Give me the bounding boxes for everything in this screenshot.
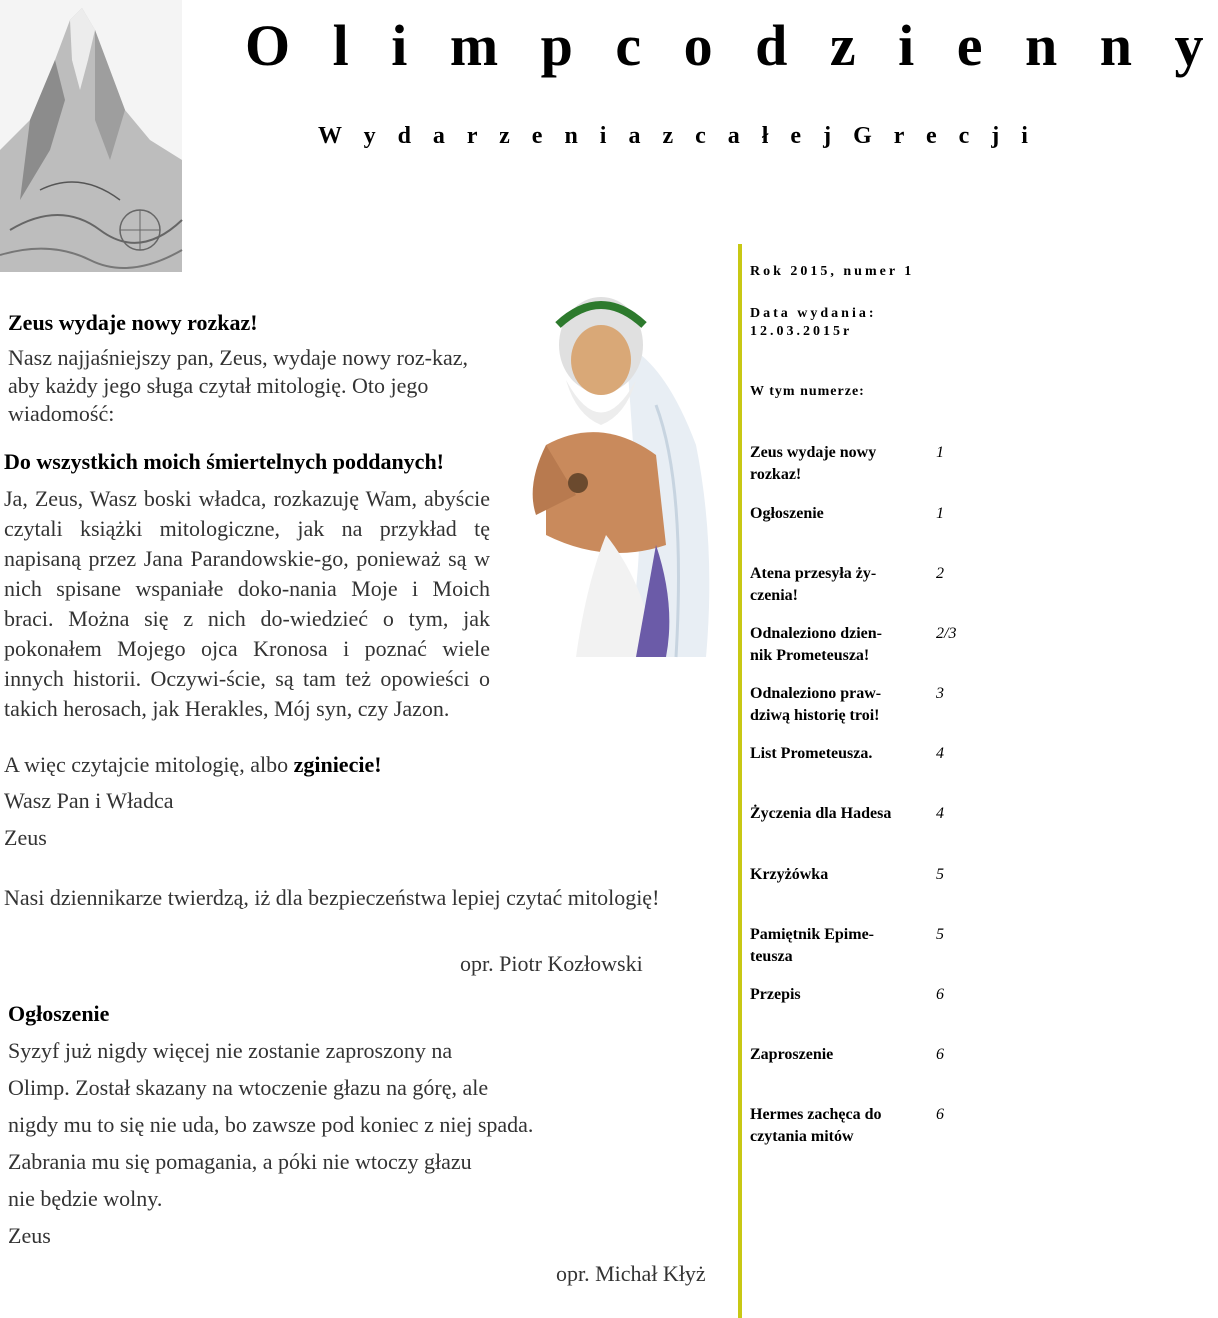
olympus-mountain-illustration (0, 0, 182, 272)
toc-item-page: 2/3 (936, 625, 957, 642)
zeus-illustration (506, 285, 734, 657)
announcement-line: nie będzie wolny. (8, 1186, 163, 1211)
announcement-line: Syzyf już nigdy więcej nie zostanie zaproszony na (8, 1038, 453, 1063)
newspaper-title: O l i m p c o d z i e n n y (245, 13, 1218, 78)
letter-signature: Zeus (4, 825, 47, 850)
announcement-line: nigdy mu to się nie uda, bo zawsze pod koniec z niej spada. (8, 1112, 534, 1137)
toc-item-page: 1 (936, 444, 944, 461)
toc-item-page: 2 (936, 565, 944, 582)
article-intro: Nasz najjaśniejszy pan, Zeus, wydaje nowy roz-kaz, aby każdy jego sługa czytał mitologię. Oto jego wiadomość: (8, 345, 469, 426)
toc-item-title[interactable]: Zeus wydaje nowy rozkaz! (750, 444, 877, 483)
toc-item-title[interactable]: Ogłoszenie (750, 505, 824, 522)
toc-item-title[interactable]: Życzenia dla Hadesa (750, 805, 892, 822)
letter-closing: Wasz Pan i Władca (4, 788, 174, 813)
announcement-line: Olimp. Został skazany na wtoczenie głazu na górę, ale (8, 1075, 489, 1100)
toc-item-title[interactable]: Odnaleziono praw-dziwą historię troi! (750, 685, 882, 724)
toc-item-title[interactable]: Odnaleziono dzien-nik Prometeusza! (750, 625, 883, 664)
toc-item-page: 6 (936, 986, 944, 1003)
letter-body: Ja, Zeus, Wasz boski władca, rozkazuję Wam, abyście czytali książki mitologiczne, jak na przykład tę napisaną przez Jana Parandowskie-go, ponieważ są w nich spisane wspaniałe doko-nania Moje i Moich braci. Można się z nich do-wiedzieć o tym, jak pokonałem Mojego ojca Kronosa i poznać wiele innych historii. Oczywi-ście, są tam też opowieści o takich herosach, jak Herakles, Mój syn, czy Jazon. (4, 486, 490, 721)
toc-item-page: 4 (936, 805, 944, 822)
toc-item-title[interactable]: Krzyżówka (750, 866, 829, 883)
sidebar-divider (738, 244, 742, 1318)
toc-item-title[interactable]: List Prometeusza. (750, 745, 873, 762)
letter-greeting: Do wszystkich moich śmiertelnych poddanych! (4, 449, 445, 474)
toc-item-title[interactable]: Pamiętnik Epime-teusza (750, 926, 874, 965)
toc-item-page: 5 (936, 926, 944, 943)
toc-item-page: 1 (936, 505, 944, 522)
toc-item-page: 5 (936, 866, 944, 883)
call-prefix: A więc czytajcie mitologię, albo (4, 752, 294, 777)
announcement-signature: Zeus (8, 1223, 51, 1248)
toc-item-page: 4 (936, 745, 944, 762)
article-headline: Zeus wydaje nowy rozkaz! (8, 310, 258, 335)
toc-item-page: 6 (936, 1046, 944, 1063)
newspaper-subtitle: W y d a r z e n i a z c a ł e j G r e c j i (318, 123, 1036, 149)
call-emphasis: zginiecie! (293, 752, 382, 777)
announcement-headline: Ogłoszenie (8, 1001, 110, 1026)
toc-item-title[interactable]: Atena przesyła ży-czenia! (750, 565, 877, 604)
issue-number: Rok 2015, numer 1 (750, 264, 915, 279)
toc-item-page: 3 (936, 685, 944, 702)
issue-date-label: Data wydania: (750, 306, 877, 321)
announcement-author: opr. Michał Kłyż (556, 1261, 706, 1286)
editor-note: Nasi dziennikarze twierdzą, iż dla bezpieczeństwa lepiej czytać mitologię! (4, 885, 660, 910)
toc-item-title[interactable]: Przepis (750, 986, 801, 1003)
toc-item-title[interactable]: Zaproszenie (750, 1046, 834, 1063)
letter-call-to-action (4, 752, 382, 778)
toc-item-page: 6 (936, 1106, 944, 1123)
announcement-line: Zabrania mu się pomagania, a póki nie wtoczy głazu (8, 1149, 472, 1174)
article-author: opr. Piotr Kozłowski (460, 951, 643, 976)
toc-heading: W tym numerze: (750, 384, 865, 399)
issue-date-value: 12.03.2015r (750, 324, 853, 339)
toc-item-title[interactable]: Hermes zachęca do czytania mitów (750, 1106, 882, 1145)
